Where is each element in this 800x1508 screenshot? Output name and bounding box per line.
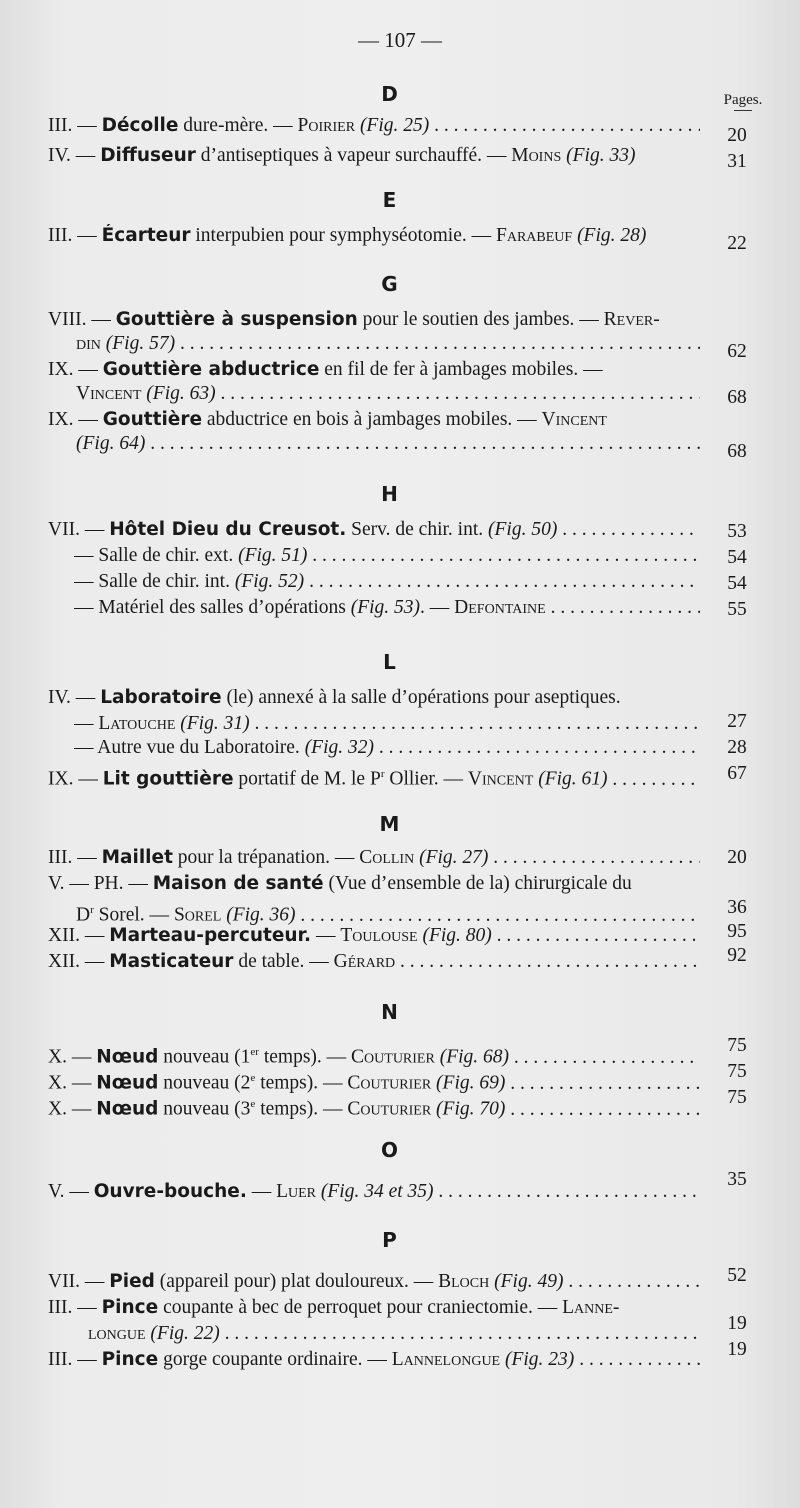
- page-ref: 75: [727, 1061, 747, 1082]
- entry-ouvre-bouche: V. — Ouvre-bouche. — Luer (Fig. 34 et 35) . . .: [48, 1180, 700, 1204]
- section-letter-o: O: [380, 1138, 399, 1162]
- page-ref: 95: [727, 921, 747, 942]
- page-ref: 62: [727, 341, 747, 362]
- page-ref: 55: [727, 599, 747, 620]
- entry-gouttiere-abductrice-fil: IX. — Gouttière abductrice en fil de fer à jambages mobiles. —: [48, 359, 603, 380]
- entry-noeud-2: X. — Nœud nouveau (2e temps). — Couturier (Fig. 69) . . .: [48, 1066, 700, 1096]
- entry-gouttiere-abductrice-bois-cont: (Fig. 64) . . .: [76, 432, 700, 456]
- page-ref: 27: [727, 711, 747, 732]
- page-ref: 68: [727, 387, 747, 408]
- page-ref: 19: [727, 1313, 747, 1334]
- entry-gouttiere-suspension: VIII. — Gouttière à suspension pour le soutien des jambes. — Rever-: [48, 309, 660, 330]
- page-number: — 107 —: [358, 28, 442, 52]
- entry-noeud-3: X. — Nœud nouveau (3e temps). — Couturier (Fig. 70) . . .: [48, 1092, 700, 1122]
- entry-noeud-1: X. — Nœud nouveau (1er temps). — Couturier (Fig. 68) . . .: [48, 1040, 700, 1070]
- pages-column-heading: Pages.: [718, 92, 768, 111]
- entry-salle-int: — Salle de chir. int. (Fig. 52) . . .: [74, 570, 700, 594]
- entry-maison-sante-cont: $D^r$ Sorel. — Sorel (Fig. 36) . . .: [76, 898, 700, 928]
- section-letter-g: G: [381, 272, 399, 296]
- page-ref: 20: [727, 125, 747, 146]
- page-ref: 67: [727, 763, 747, 784]
- page-ref: 20: [727, 847, 747, 868]
- section-letter-l: L: [383, 650, 397, 674]
- entry-masticateur: XII. — Masticateur de table. — Gérard . . .: [48, 950, 700, 974]
- entry-decolle: III. — Décolle dure-mère. — Poirier (Fig. 25) . . .: [48, 114, 700, 138]
- entry-salle-ext: — Salle de chir. ext. (Fig. 51) . . .: [74, 544, 700, 568]
- entry-pince-gorge: III. — Pince gorge coupante ordinaire. — Lannelongue (Fig. 23) . . .: [48, 1348, 700, 1372]
- page-ref: 54: [727, 573, 747, 594]
- page-ref: 19: [727, 1339, 747, 1360]
- page-ref: 54: [727, 547, 747, 568]
- section-letter-h: H: [381, 482, 399, 506]
- page-ref: 22: [727, 233, 747, 254]
- section-letter-p: P: [382, 1228, 398, 1252]
- page-ref: 75: [727, 1087, 747, 1108]
- page-ref: 31: [727, 151, 747, 172]
- section-letter-e: E: [382, 188, 398, 212]
- entry-ecarteur: III. — Écarteur interpubien pour symphyséotomie. — Farabeuf (Fig. 28): [48, 225, 647, 246]
- entry-materiel: — Matériel des salles d’opérations (Fig. 53). — Defontaine . . .: [74, 596, 700, 620]
- page-ref: 28: [727, 737, 747, 758]
- entry-pince-perroquet: III. — Pince coupante à bec de perroquet pour craniectomie. — Lanne-: [48, 1297, 620, 1318]
- page-ref: 53: [727, 521, 747, 542]
- page-ref: 75: [727, 1035, 747, 1056]
- entry-lit-gouttiere: IX. — Lit gouttière portatif de M. le $P^r$ Ollier. — Vincent (Fig. 61) . . .: [48, 762, 700, 792]
- page-ref: 68: [727, 441, 747, 462]
- entry-gouttiere-abductrice-fil-cont: Vincent (Fig. 63) . . .: [76, 382, 700, 406]
- entry-gouttiere-suspension-cont: din (Fig. 57) . . .: [76, 332, 700, 356]
- entry-autre-vue: — Autre vue du Laboratoire. (Fig. 32) . . .: [74, 736, 700, 760]
- entry-maison-sante: V. — PH. — Maison de santé (Vue d’ensemble de la) chirurgicale du: [48, 873, 632, 894]
- page-ref: 92: [727, 945, 747, 966]
- entry-laboratoire-cont: — Latouche (Fig. 31) . . .: [74, 712, 700, 736]
- entry-pince-perroquet-cont: longue (Fig. 22) . . .: [88, 1322, 700, 1346]
- section-letter-m: M: [379, 812, 401, 836]
- pages-rule: [734, 110, 752, 111]
- page-ref: 35: [727, 1169, 747, 1190]
- entry-diffuseur: IV. — Diffuseur d’antiseptiques à vapeur surchauffé. — Moins (Fig. 33): [48, 145, 636, 166]
- entry-gouttiere-abductrice-bois: IX. — Gouttière abductrice en bois à jambages mobiles. — Vincent: [48, 409, 607, 430]
- entry-laboratoire: IV. — Laboratoire (le) annexé à la salle d’opérations pour aseptiques.: [48, 687, 621, 708]
- entry-maillet: III. — Maillet pour la trépanation. — Collin (Fig. 27) . . .: [48, 846, 700, 870]
- entry-pied: VII. — Pied (appareil pour) plat douloureux. — Bloch (Fig. 49) . . .: [48, 1270, 700, 1294]
- section-letter-d: D: [381, 82, 399, 106]
- page-ref: 36: [727, 897, 747, 918]
- entry-hotel-dieu: VII. — Hôtel Dieu du Creusot. Serv. de chir. int. (Fig. 50) . . .: [48, 518, 700, 542]
- page-ref: 52: [727, 1265, 747, 1286]
- section-letter-n: N: [381, 1000, 399, 1024]
- entry-marteau: XII. — Marteau-percuteur. — Toulouse (Fig. 80) . . .: [48, 924, 700, 948]
